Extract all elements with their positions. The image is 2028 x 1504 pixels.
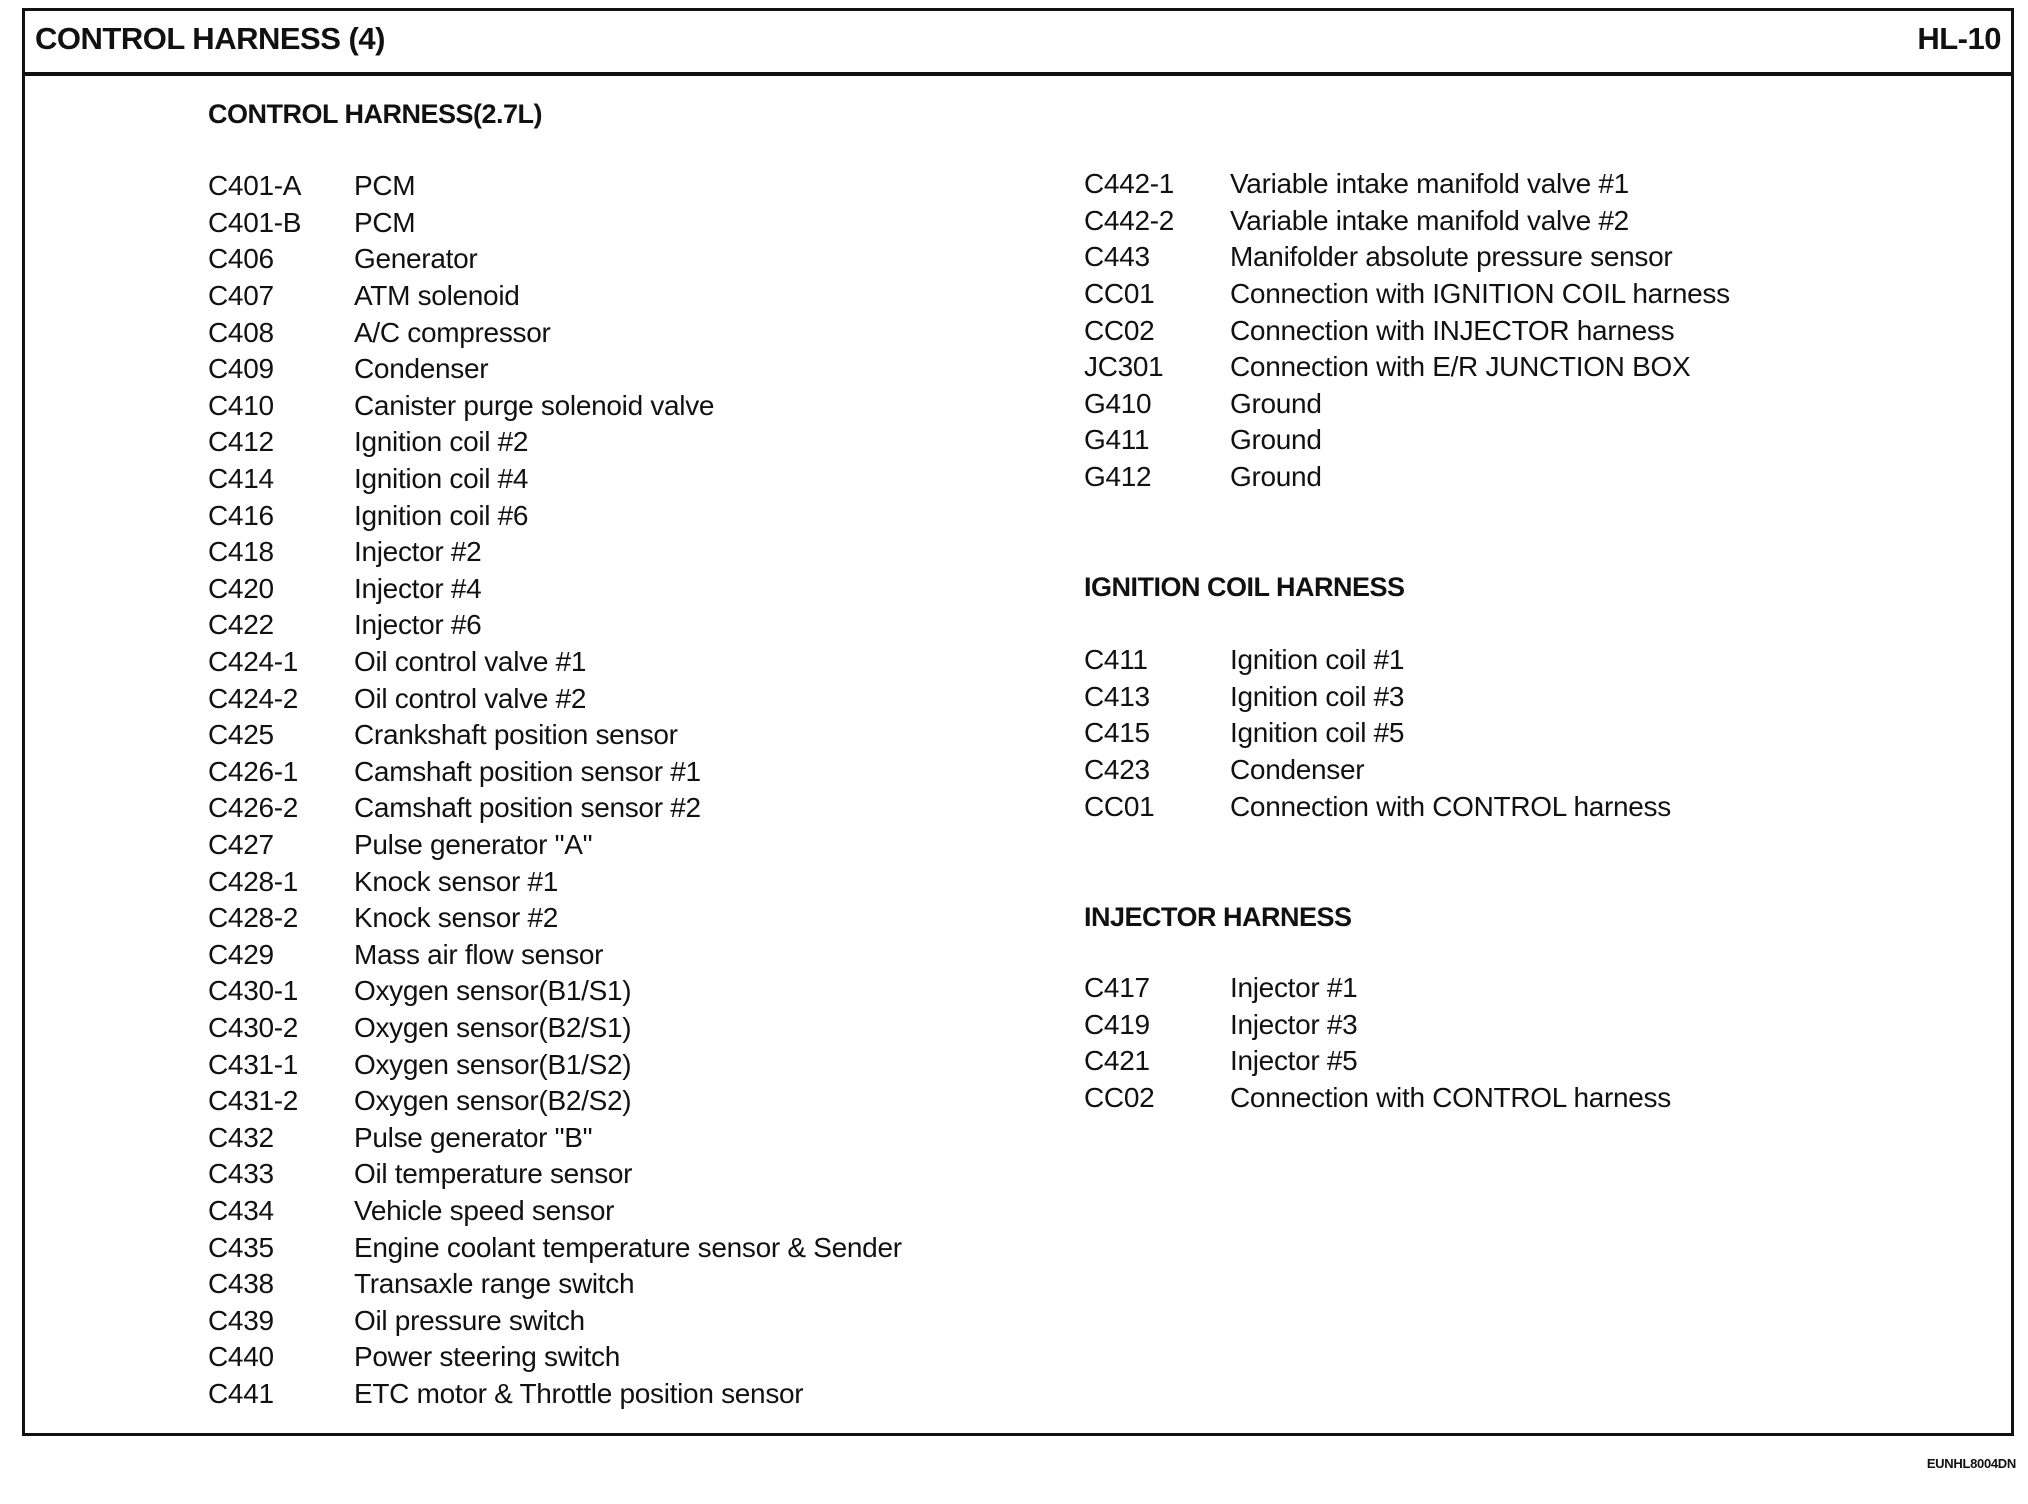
connector-row	[1084, 1080, 1671, 1117]
connector-description: Injector #1	[1230, 972, 1358, 1004]
connector-description: Oxygen sensor(B2/S2)	[354, 1085, 632, 1117]
connector-row	[208, 205, 902, 242]
connector-description: A/C compressor	[354, 316, 551, 348]
control-harness-list	[208, 168, 902, 1412]
connector-code: JC301	[1084, 351, 1164, 383]
connector-code: CC02	[1084, 1082, 1155, 1114]
connector-description: Condenser	[1230, 754, 1365, 786]
connector-code: C401-A	[208, 170, 302, 202]
connector-code: C440	[208, 1341, 274, 1373]
connector-description: Camshaft position sensor #1	[354, 755, 701, 787]
connector-description: Ignition coil #3	[1230, 680, 1405, 712]
connector-row	[208, 571, 902, 608]
connector-row	[1084, 788, 1671, 825]
connector-description: Ignition coil #6	[354, 499, 529, 531]
connector-description: PCM	[354, 170, 416, 202]
connector-description: Pulse generator "B"	[354, 1121, 593, 1153]
connector-description: Oil pressure switch	[354, 1304, 585, 1336]
connector-row	[1084, 1043, 1671, 1080]
connector-row	[208, 644, 902, 681]
connector-row	[208, 461, 902, 498]
connector-description: Mass air flow sensor	[354, 938, 604, 970]
connector-row	[1084, 715, 1671, 752]
connector-row	[1084, 1007, 1671, 1044]
connector-code: C401-B	[208, 206, 302, 238]
page-header	[25, 11, 2011, 76]
connector-row	[1084, 970, 1671, 1007]
connector-row	[1084, 642, 1671, 679]
connector-description: Knock sensor #2	[354, 902, 559, 934]
connector-code: C438	[208, 1268, 274, 1300]
connector-description: Ground	[1230, 387, 1322, 419]
connector-code: C442-1	[1084, 168, 1175, 200]
connector-code: C417	[1084, 972, 1150, 1004]
connector-row	[208, 534, 902, 571]
connector-row	[208, 973, 902, 1010]
connector-row	[208, 351, 902, 388]
connector-code: C424-1	[208, 646, 299, 678]
connector-row	[208, 1046, 902, 1083]
connector-code: G410	[1084, 387, 1152, 419]
connector-row	[208, 1083, 902, 1120]
connector-code: C416	[208, 499, 274, 531]
document-id: EUNHL8004DN	[1926, 1456, 2016, 1471]
connector-description: Oil control valve #2	[354, 682, 587, 714]
connector-description: Knock sensor #1	[354, 865, 559, 897]
connector-description: Oil temperature sensor	[354, 1158, 633, 1190]
connector-row	[208, 241, 902, 278]
connector-description: Transaxle range switch	[354, 1268, 635, 1300]
connector-code: C433	[208, 1158, 274, 1190]
connector-code: C431-2	[208, 1085, 299, 1117]
connector-code: C421	[1084, 1045, 1150, 1077]
connector-description: PCM	[354, 206, 416, 238]
connector-description: Condenser	[354, 353, 489, 385]
connector-code: C412	[208, 426, 274, 458]
connector-description: ATM solenoid	[354, 280, 520, 312]
connector-row	[208, 680, 902, 717]
connector-code: C425	[208, 719, 274, 751]
connector-code: C430-2	[208, 1011, 299, 1043]
connector-code: C410	[208, 389, 274, 421]
connector-code: C429	[208, 938, 274, 970]
connector-code: C430-1	[208, 975, 299, 1007]
connector-row	[208, 1229, 902, 1266]
connector-code: C431-1	[208, 1048, 299, 1080]
connector-code: C428-1	[208, 865, 299, 897]
connector-code: C428-2	[208, 902, 299, 934]
connector-description: Pulse generator "A"	[354, 828, 593, 860]
connector-code: C434	[208, 1194, 274, 1226]
connector-code: C419	[1084, 1008, 1150, 1040]
connector-code: C424-2	[208, 682, 299, 714]
connector-description: Oxygen sensor(B2/S1)	[354, 1011, 632, 1043]
connector-row	[1084, 752, 1671, 789]
connector-description: Injector #6	[354, 609, 482, 641]
injector-harness-title: INJECTOR HARNESS	[1084, 902, 1352, 932]
connector-description: Oxygen sensor(B1/S2)	[354, 1048, 632, 1080]
connector-description: Connection with IGNITION COIL harness	[1230, 278, 1730, 310]
connector-row	[208, 717, 902, 754]
control-harness-list-continued	[1084, 166, 1730, 495]
connector-code: C427	[208, 828, 274, 860]
connector-row	[208, 607, 902, 644]
connector-code: C409	[208, 353, 274, 385]
connector-row	[208, 1376, 902, 1413]
connector-description: Ground	[1230, 424, 1322, 456]
connector-row	[1084, 239, 1730, 276]
connector-row	[1084, 312, 1730, 349]
connector-code: CC01	[1084, 278, 1155, 310]
connector-code: C432	[208, 1121, 274, 1153]
connector-row	[208, 388, 902, 425]
connector-row	[208, 1193, 902, 1230]
connector-row	[208, 168, 902, 205]
injector-harness-list	[1084, 970, 1671, 1116]
connector-row	[208, 827, 902, 864]
ignition-coil-harness-list	[1084, 642, 1671, 825]
connector-description: Connection with CONTROL harness	[1230, 790, 1671, 822]
connector-row	[1084, 349, 1730, 386]
connector-code: CC01	[1084, 790, 1155, 822]
connector-description: Ignition coil #2	[354, 426, 529, 458]
connector-code: C411	[1084, 644, 1148, 676]
connector-row	[1084, 276, 1730, 313]
connector-row	[208, 1119, 902, 1156]
connector-description: Camshaft position sensor #2	[354, 792, 701, 824]
connector-row	[208, 900, 902, 937]
connector-code: CC02	[1084, 314, 1155, 346]
connector-code: C407	[208, 280, 274, 312]
connector-description: Injector #4	[354, 572, 482, 604]
connector-code: C418	[208, 536, 274, 568]
connector-code: C442-2	[1084, 204, 1175, 236]
connector-row	[208, 1339, 902, 1376]
page-number: HL-10	[1917, 21, 2001, 56]
connector-row	[208, 278, 902, 315]
connector-description: Crankshaft position sensor	[354, 719, 678, 751]
connector-description: Connection with E/R JUNCTION BOX	[1230, 351, 1691, 383]
connector-row	[208, 424, 902, 461]
connector-description: ETC motor & Throttle position sensor	[354, 1377, 804, 1409]
connector-row	[208, 790, 902, 827]
connector-row	[208, 863, 902, 900]
connector-description: Variable intake manifold valve #1	[1230, 168, 1629, 200]
connector-code: C441	[208, 1377, 274, 1409]
connector-code: C414	[208, 463, 274, 495]
connector-description: Engine coolant temperature sensor & Sender	[354, 1231, 902, 1263]
connector-description: Power steering switch	[354, 1341, 621, 1373]
connector-description: Oil control valve #1	[354, 646, 587, 678]
connector-code: C420	[208, 572, 274, 604]
connector-description: Oxygen sensor(B1/S1)	[354, 975, 632, 1007]
connector-description: Connection with CONTROL harness	[1230, 1082, 1671, 1114]
connector-description: Connection with INJECTOR harness	[1230, 314, 1675, 346]
connector-description: Manifolder absolute pressure sensor	[1230, 241, 1673, 273]
connector-code: C435	[208, 1231, 274, 1263]
connector-row	[208, 754, 902, 791]
connector-code: C426-1	[208, 755, 299, 787]
connector-row	[208, 1010, 902, 1047]
control-harness-title: CONTROL HARNESS(2.7L)	[208, 99, 543, 129]
connector-description: Ignition coil #1	[1230, 644, 1405, 676]
connector-row	[1084, 459, 1730, 496]
connector-row	[208, 1156, 902, 1193]
connector-row	[208, 936, 902, 973]
connector-description: Variable intake manifold valve #2	[1230, 204, 1629, 236]
connector-code: C408	[208, 316, 274, 348]
connector-row	[208, 314, 902, 351]
connector-description: Injector #3	[1230, 1008, 1358, 1040]
connector-description: Vehicle speed sensor	[354, 1194, 615, 1226]
connector-code: C423	[1084, 754, 1150, 786]
connector-row	[208, 1266, 902, 1303]
connector-description: Generator	[354, 243, 478, 275]
connector-code: C415	[1084, 717, 1150, 749]
connector-row	[1084, 203, 1730, 240]
connector-description: Injector #5	[1230, 1045, 1358, 1077]
ignition-coil-harness-title: IGNITION COIL HARNESS	[1084, 572, 1405, 602]
page-title: CONTROL HARNESS (4)	[35, 21, 385, 56]
connector-description: Ground	[1230, 461, 1322, 493]
connector-code: G412	[1084, 461, 1152, 493]
connector-description: Canister purge solenoid valve	[354, 389, 715, 421]
connector-row	[208, 497, 902, 534]
connector-description: Injector #2	[354, 536, 482, 568]
connector-code: C413	[1084, 680, 1150, 712]
connector-code: C426-2	[208, 792, 299, 824]
connector-code: C422	[208, 609, 274, 641]
connector-row	[1084, 422, 1730, 459]
connector-code: C406	[208, 243, 274, 275]
connector-code: C439	[208, 1304, 274, 1336]
connector-code: G411	[1084, 424, 1150, 456]
connector-row	[1084, 166, 1730, 203]
connector-description: Ignition coil #4	[354, 463, 529, 495]
connector-row	[208, 1302, 902, 1339]
connector-description: Ignition coil #5	[1230, 717, 1405, 749]
connector-code: C443	[1084, 241, 1150, 273]
connector-row	[1084, 679, 1671, 716]
connector-row	[1084, 386, 1730, 423]
